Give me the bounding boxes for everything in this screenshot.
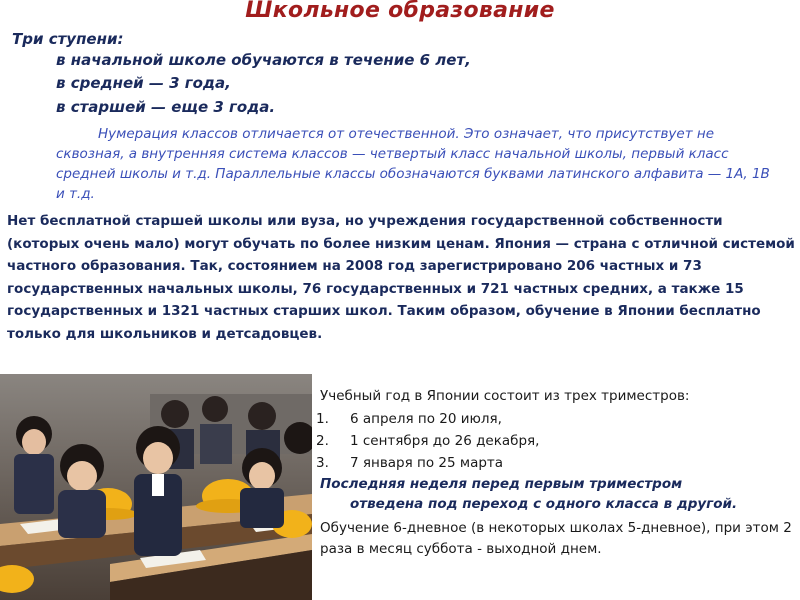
last-week-line2: отведена под переход с одного класса в другой. <box>350 496 738 512</box>
term-text: 1 сентября до 26 декабря, <box>350 433 540 449</box>
six-day-note: Обучение 6-дневное (в некоторых школах 5-дневное), при этом 2 раза в месяц суббота - выходной днем. <box>320 520 792 557</box>
stage-text: в средней — 3 года, <box>56 74 231 92</box>
term-number: 3. <box>316 455 329 471</box>
term-text: 7 января по 25 марта <box>350 455 504 471</box>
stage-text: в старшей — еще 3 года. <box>56 98 276 116</box>
education-paragraph: Нет бесплатной старшей школы или вуза, но учреждения государственной собственности (которых очень мало) могут обучать по более низким ценам. Япония — страна с отличной системой частного образования. Так, состоянием на 2008 год зарегистрировано 206 частных и 73 государственных начальных школы, 76 государственных и 721 частных средних, а также 15 государственных и 1321 частных старших школ. Таким образом, обучение в Японии бесплатно только для школьников и детсадовцев. <box>7 213 795 342</box>
school-year-heading: Учебный год в Японии состоит из трех триместров: <box>320 388 690 404</box>
term-item <box>316 455 503 471</box>
stage-text: в начальной школе обучаются в течение 6 лет, <box>56 51 471 69</box>
classroom-photo <box>0 374 312 600</box>
term-text: 6 апреля по 20 июля, <box>350 411 502 427</box>
page-title: Школьное образование <box>245 0 555 23</box>
last-week-line1: Последняя неделя перед первым триместром <box>320 476 683 492</box>
term-item <box>316 433 539 449</box>
numbering-note: Нумерация классов отличается от отечественной. Это означает, что присутствует не сквозная, а внутренняя система классов — четвертый класс начальной школы, первый класс средней школы и т.д. Параллельные классы обозначаются буквами латинского алфавита — 1А, 1В и т.д. <box>56 126 770 202</box>
stages-heading: Три ступени: <box>12 30 124 48</box>
term-number: 1. <box>316 411 329 427</box>
term-number: 2. <box>316 433 329 449</box>
last-week-note <box>320 474 790 514</box>
term-item <box>316 411 502 427</box>
